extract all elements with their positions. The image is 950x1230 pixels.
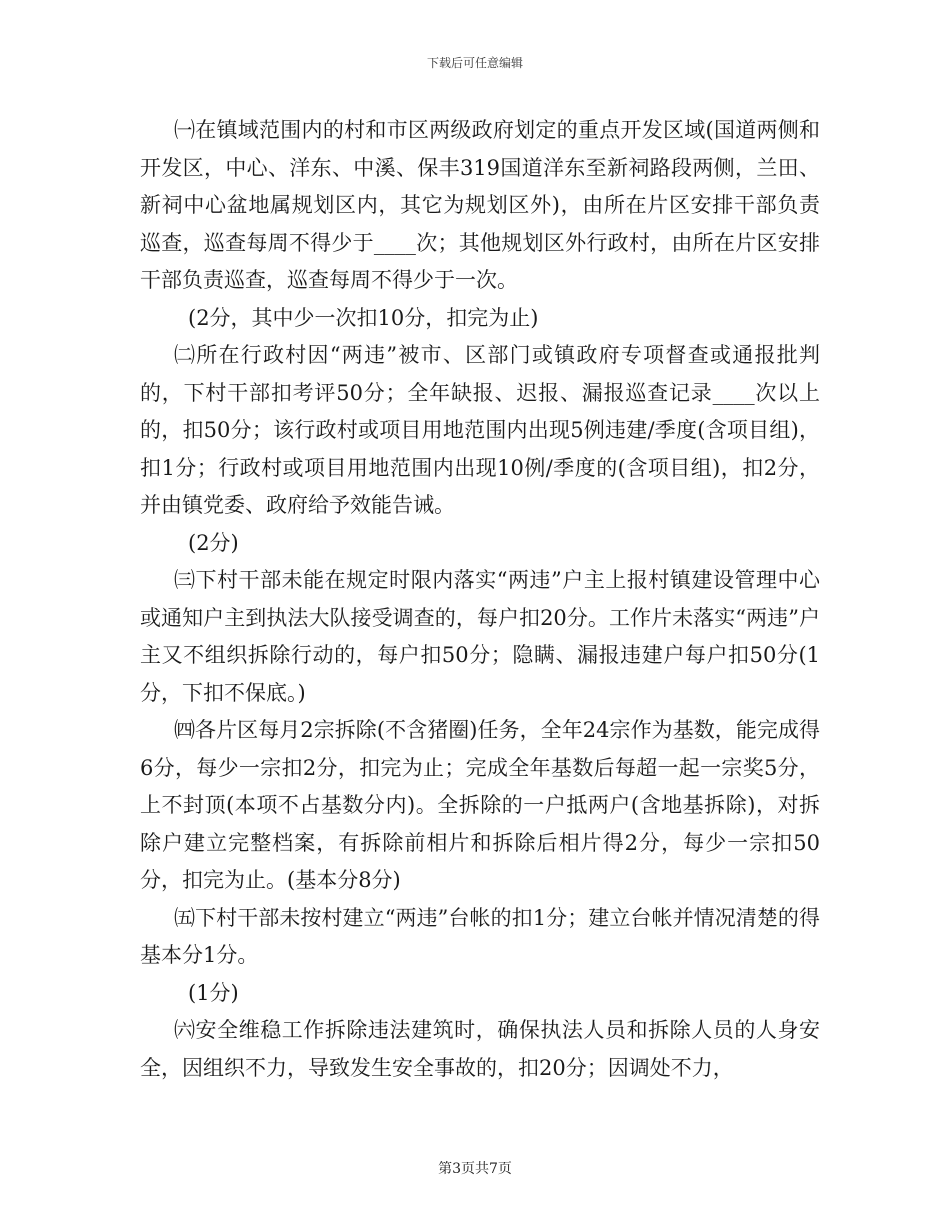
paragraph-3: ㈢下村干部未能在规定时限内落实“两违”户主上报村镇建设管理中心或通知户主到执法大队接受调查的，每户扣20分。工作片未落实“两违”户主又不组织拆除行动的，每户扣50分；隐瞒、漏报违建户每户扣50分(1分，下扣不保底。) bbox=[140, 568, 820, 705]
paragraph-6: ㈥安全维稳工作拆除违法建筑时，确保执法人员和拆除人员的人身安全，因组织不力，导致发生安全事故的，扣20分；因调处不力， bbox=[140, 1018, 820, 1080]
paragraph-4: ㈣各片区每月2宗拆除(不含猪圈)任务，全年24宗作为基数，能完成得6分，每少一宗扣2分，扣完为止；完成全年基数后每超一起一宗奖5分，上不封顶(本项不占基数分内)。全拆除的一户抵两户(含地基拆除)，对拆除户建立完整档案，有拆除前相片和拆除后相片得2分，每少一宗扣50分，扣完为止。(基本分8分) bbox=[140, 718, 820, 892]
page-footer: 第3页共7页 bbox=[438, 1161, 512, 1177]
score-note-3: (1分) bbox=[188, 980, 239, 1005]
paragraph-5: ㈤下村干部未按村建立“两违”台帐的扣1分；建立台帐并情况清楚的得基本分1分。 bbox=[140, 905, 820, 967]
page-header: 下载后可任意编辑 bbox=[426, 56, 523, 70]
paragraph-2: ㈡所在行政村因“两违”被市、区部门或镇政府专项督查或通报批判的，下村干部扣考评50分；全年缺报、迟报、漏报巡查记录____次以上的，扣50分；该行政村或项目用地范围内出现5例违建/季度(含项目组)，扣1分；行政村或项目用地范围内出现10例/季度的(含项目组)，扣2分，并由镇党委、政府给予效能告诫。 bbox=[140, 343, 820, 517]
paragraph-1: ㈠在镇域范围内的村和市区两级政府划定的重点开发区域(国道两侧和开发区，中心、洋东、中溪、保丰319国道洋东至新祠路段两侧，兰田、新祠中心盆地属规划区内，其它为规划区外)，由所在片区安排干部负责巡查，巡查每周不得少于____次；其他规划区外行政村，由所在片区安排干部负责巡查，巡查每周不得少于一次。 bbox=[140, 118, 820, 292]
document-body bbox=[140, 112, 820, 1087]
score-note-1: (2分，其中少一次扣10分，扣完为止) bbox=[188, 305, 539, 330]
score-note-2: (2分) bbox=[188, 530, 239, 555]
